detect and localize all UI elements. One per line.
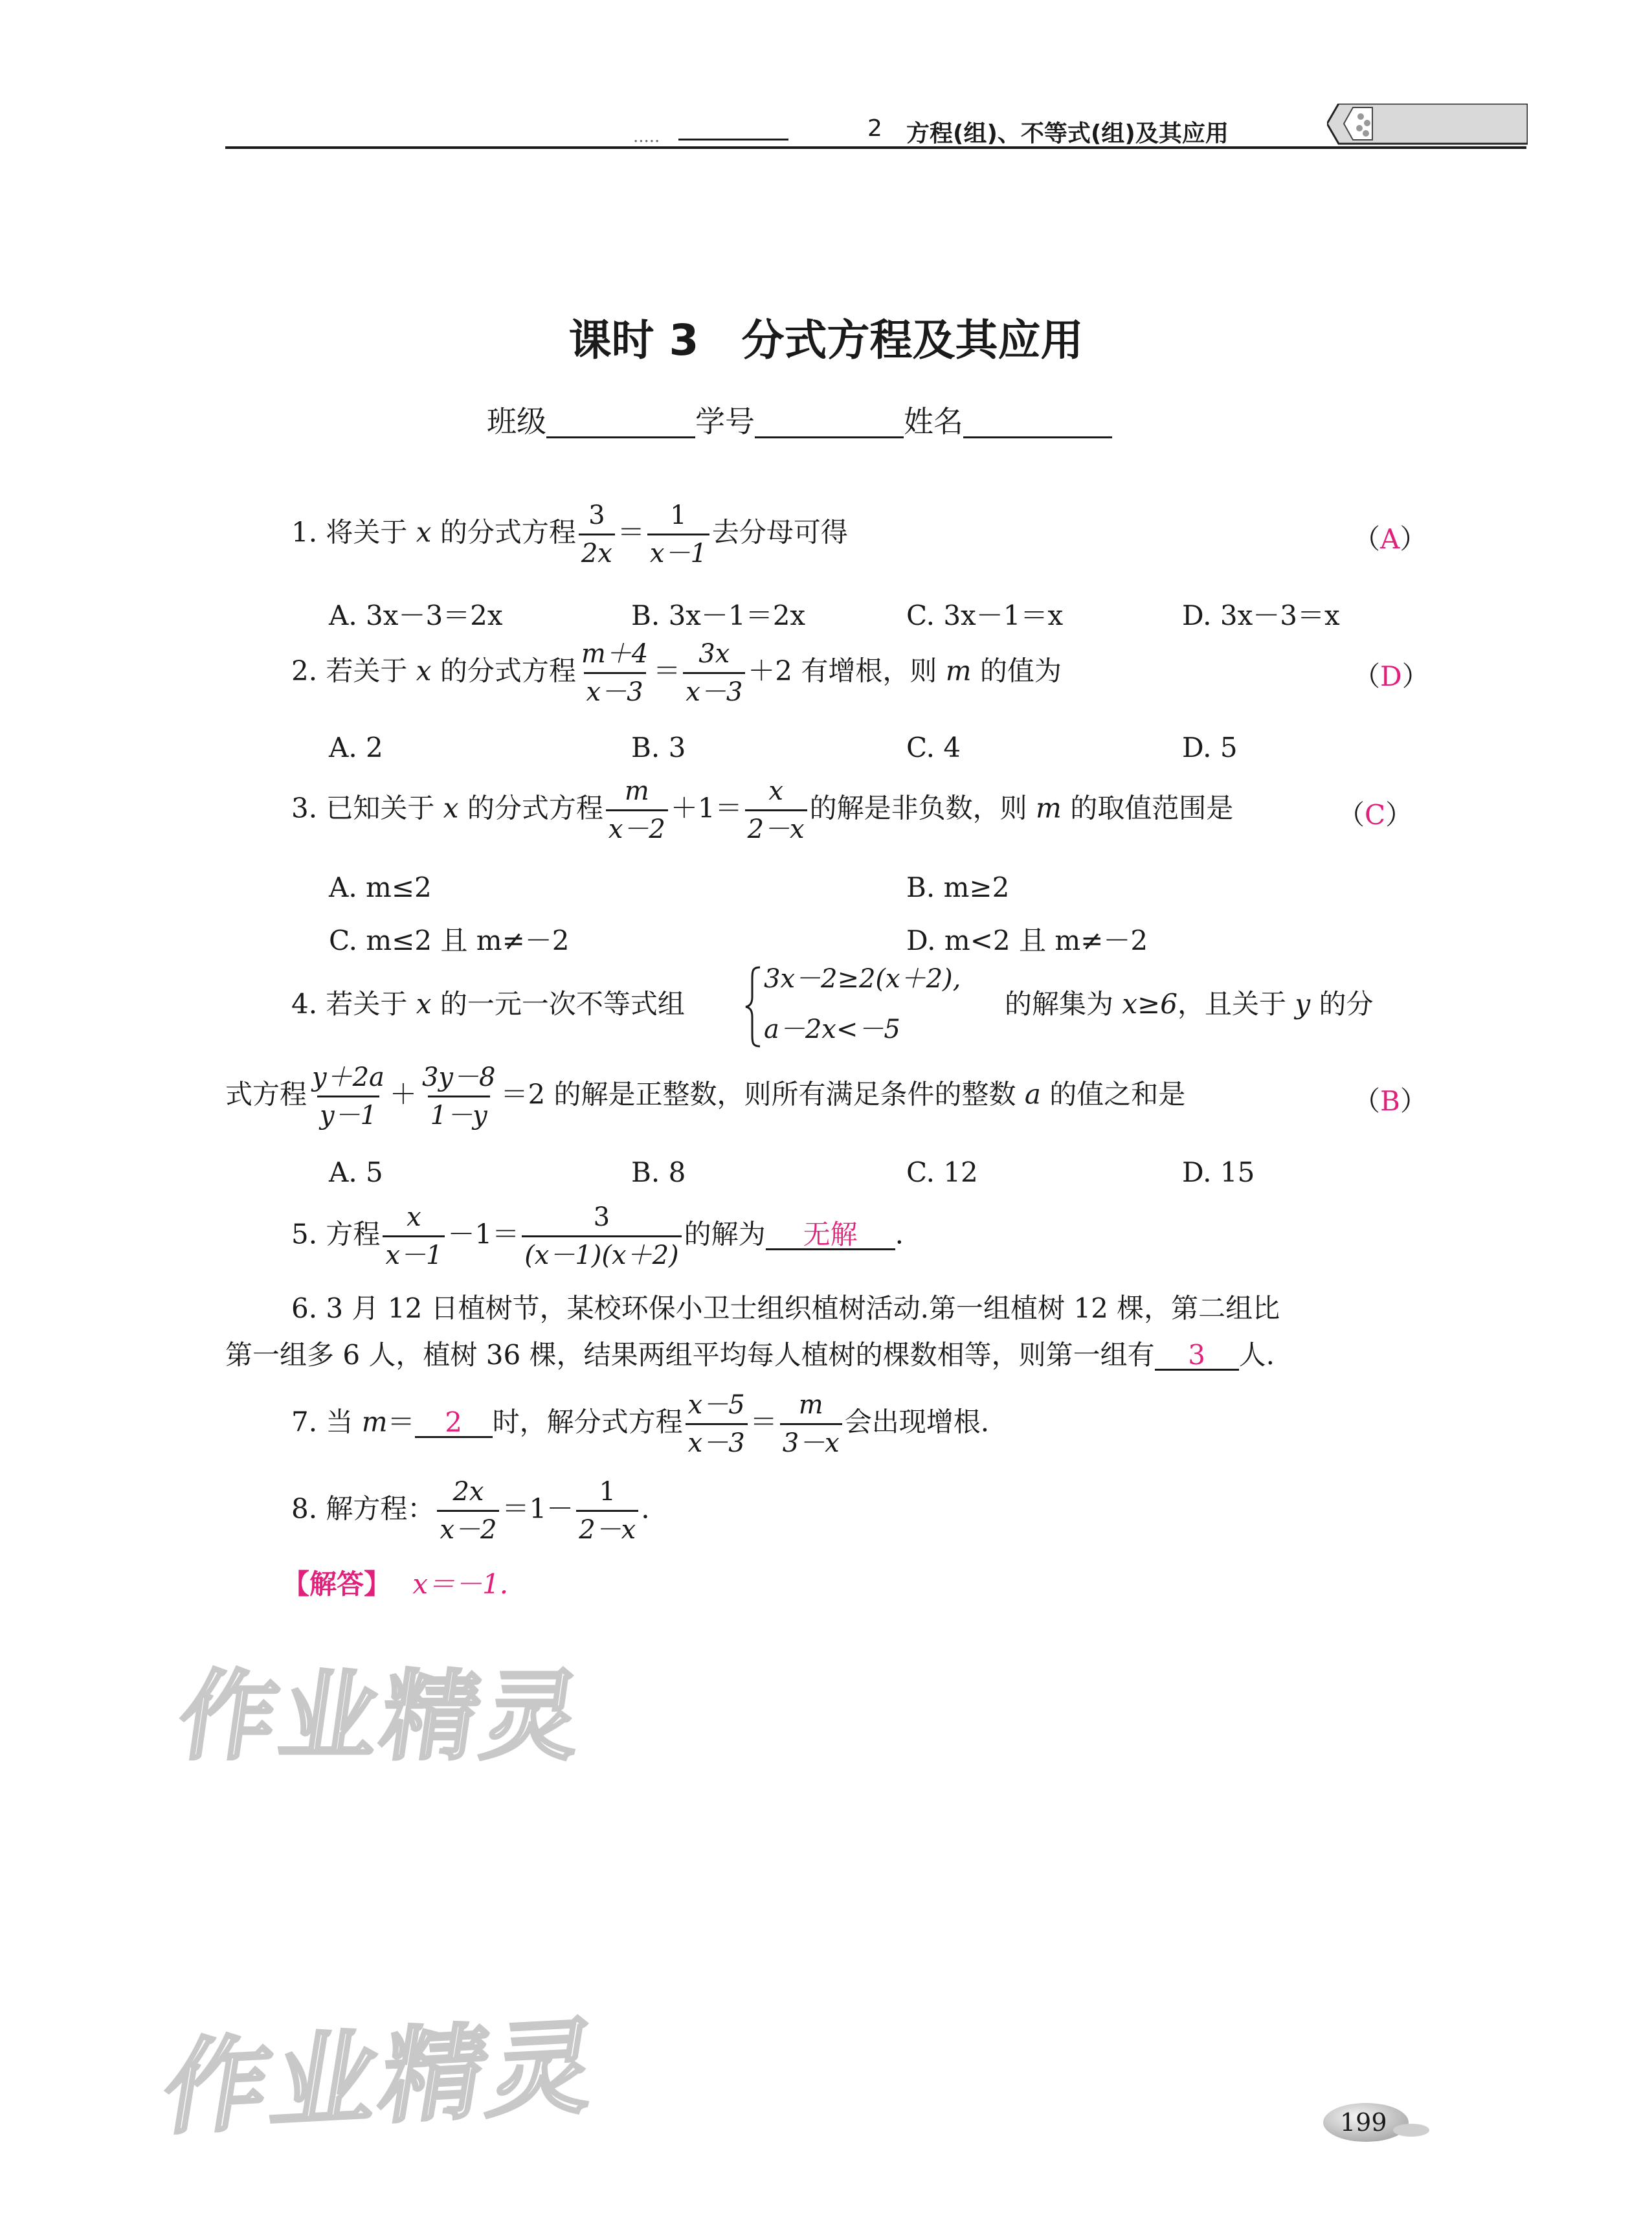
fraction: $\frac{x-5}{x-3}$ xyxy=(686,1392,748,1456)
fraction: $\frac{m}{x-2}$ xyxy=(606,778,668,842)
question-4-stem-line-1b: 的解集为 x≥6，且关于 y 的分 xyxy=(1005,988,1374,1020)
fraction: $\frac{3}{2x}$ xyxy=(579,502,615,567)
q5-answer-blank[interactable]: 无解 xyxy=(766,1221,895,1250)
class-field[interactable] xyxy=(546,407,695,438)
question-8-stem: 8. 解方程： $\frac{2x}{x-2}$ ＝1－ $\frac{1}{2-x}$ . xyxy=(291,1477,650,1545)
fraction: $\frac{3y-8}{1-y}$ xyxy=(421,1062,496,1130)
question-4-answer: （B） xyxy=(1353,1085,1427,1117)
student-id-label: 学号 xyxy=(695,404,755,439)
fraction: $\frac{3}{(x-1)(x+2)}$ xyxy=(522,1204,681,1268)
student-id-field[interactable] xyxy=(755,407,904,438)
question-5-stem: 5. 方程 $\frac{x}{x-1}$ －1＝ $\frac{3}{(x-1)(x+2)}$ 的解为 无解 . xyxy=(291,1202,904,1270)
q6-answer-blank[interactable]: 3 xyxy=(1155,1342,1239,1371)
fraction: $\frac{m+4}{x-3}$ xyxy=(581,639,649,707)
fraction: $\frac{y+2a}{y-1}$ xyxy=(312,1062,385,1130)
name-label: 姓名 xyxy=(904,404,963,439)
q3-option-d: D. m<2 且 m≠－2 xyxy=(906,925,1148,956)
fraction: $\frac{x}{2-x}$ xyxy=(745,778,807,842)
question-1-answer: （A） xyxy=(1353,523,1427,555)
q1-option-d: D. 3x－3＝x xyxy=(1182,600,1340,631)
question-6-line-1: 6. 3 月 12 日植树节，某校环保小卫士组织植树活动.第一组植树 12 棵，第二组比 xyxy=(291,1292,1280,1324)
fraction: $\frac{x}{x-1}$ xyxy=(383,1204,445,1268)
header-chapter-title: 方程(组)、不等式(组)及其应用 xyxy=(906,120,1229,147)
solution-label: 【解答】 xyxy=(282,1568,392,1600)
question-8-solution xyxy=(282,1568,509,1600)
q2-option-a: A. 2 xyxy=(329,732,383,763)
fraction: $\frac{1}{x-1}$ xyxy=(647,502,709,567)
fraction: $\frac{1}{2-x}$ xyxy=(576,1479,638,1543)
q2-option-b: B. 3 xyxy=(631,732,686,763)
fraction: $\frac{3x}{x-3}$ xyxy=(683,641,745,705)
header-short-rule xyxy=(678,139,788,141)
page-title: 课时 3 分式方程及其应用 xyxy=(568,315,1084,365)
q3-option-a: A. m≤2 xyxy=(329,871,432,903)
name-field[interactable] xyxy=(963,407,1112,438)
watermark-logo-top: 作业精灵 xyxy=(172,1661,592,1773)
q1-option-a: A. 3x－3＝2x xyxy=(329,600,503,631)
fraction: $\frac{m}{3-x}$ xyxy=(780,1392,842,1456)
question-2-stem: 2. 若关于 x 的分式方程 $\frac{m+4}{x-3}$ ＝ $\frac{3x}{x-3}$ ＋2 有增根，则 m 的值为 xyxy=(291,639,1062,707)
fraction: $\frac{2x}{x-2}$ xyxy=(437,1479,499,1543)
q2-option-c: C. 4 xyxy=(906,732,961,763)
header-chapter-number: 2 xyxy=(867,115,882,142)
system-brace xyxy=(743,965,763,1049)
q3-option-b: B. m≥2 xyxy=(906,871,1010,903)
q7-answer-blank[interactable]: 2 xyxy=(415,1409,493,1438)
question-3-answer: （C） xyxy=(1337,799,1413,831)
class-label: 班级 xyxy=(487,404,546,439)
question-6-line-2: 第一组多 6 人，植树 36 棵，结果两组平均每人植树的棵数相等，则第一组有 3 人. xyxy=(225,1339,1275,1371)
page-number: 199 xyxy=(1340,2108,1387,2137)
q1-option-b: B. 3x－1＝2x xyxy=(631,600,806,631)
q3-option-c: C. m≤2 且 m≠－2 xyxy=(329,925,570,956)
watermark-logo-bottom: 作业精灵 xyxy=(155,2005,609,2150)
question-1-stem: 1. 将关于 x 的分式方程 $\frac{3}{2x}$ ＝ $\frac{1}{x-1}$ 去分母可得 xyxy=(291,500,848,568)
system-inequality-1: 3x－2≥2(x＋2), xyxy=(764,964,961,994)
question-4-stem-line-2: 式方程 $\frac{y+2a}{y-1}$ ＋ $\frac{3y-8}{1-y}$ ＝2 的解是正整数，则所有满足条件的整数 a 的值之和是 xyxy=(225,1062,1186,1130)
student-info-row xyxy=(487,404,1112,439)
solution-text: x＝－1. xyxy=(412,1568,509,1600)
question-4-stem-line-1: 4. 若关于 x 的一元一次不等式组 xyxy=(291,988,685,1020)
system-inequality-2: a－2x<－5 xyxy=(764,1015,900,1044)
header-dots: ..... xyxy=(633,127,660,146)
q1-option-c: C. 3x－1＝x xyxy=(906,600,1064,631)
q2-option-d: D. 5 xyxy=(1182,732,1238,763)
header-rule xyxy=(225,146,1526,149)
question-2-answer: （D） xyxy=(1353,660,1429,692)
header-decoration-tab xyxy=(1327,104,1528,146)
question-7-stem: 7. 当 m＝ 2 时，解分式方程 $\frac{x-5}{x-3}$ ＝ $\frac{m}{3-x}$ 会出现增根. xyxy=(291,1390,990,1458)
q4-option-b: B. 8 xyxy=(631,1156,686,1188)
question-3-stem: 3. 已知关于 x 的分式方程 $\frac{m}{x-2}$ ＋1＝ $\frac{x}{2-x}$ 的解是非负数，则 m 的取值范围是 xyxy=(291,776,1234,844)
q4-option-a: A. 5 xyxy=(329,1156,383,1188)
q4-option-d: D. 15 xyxy=(1182,1156,1255,1188)
q4-option-c: C. 12 xyxy=(906,1156,978,1188)
